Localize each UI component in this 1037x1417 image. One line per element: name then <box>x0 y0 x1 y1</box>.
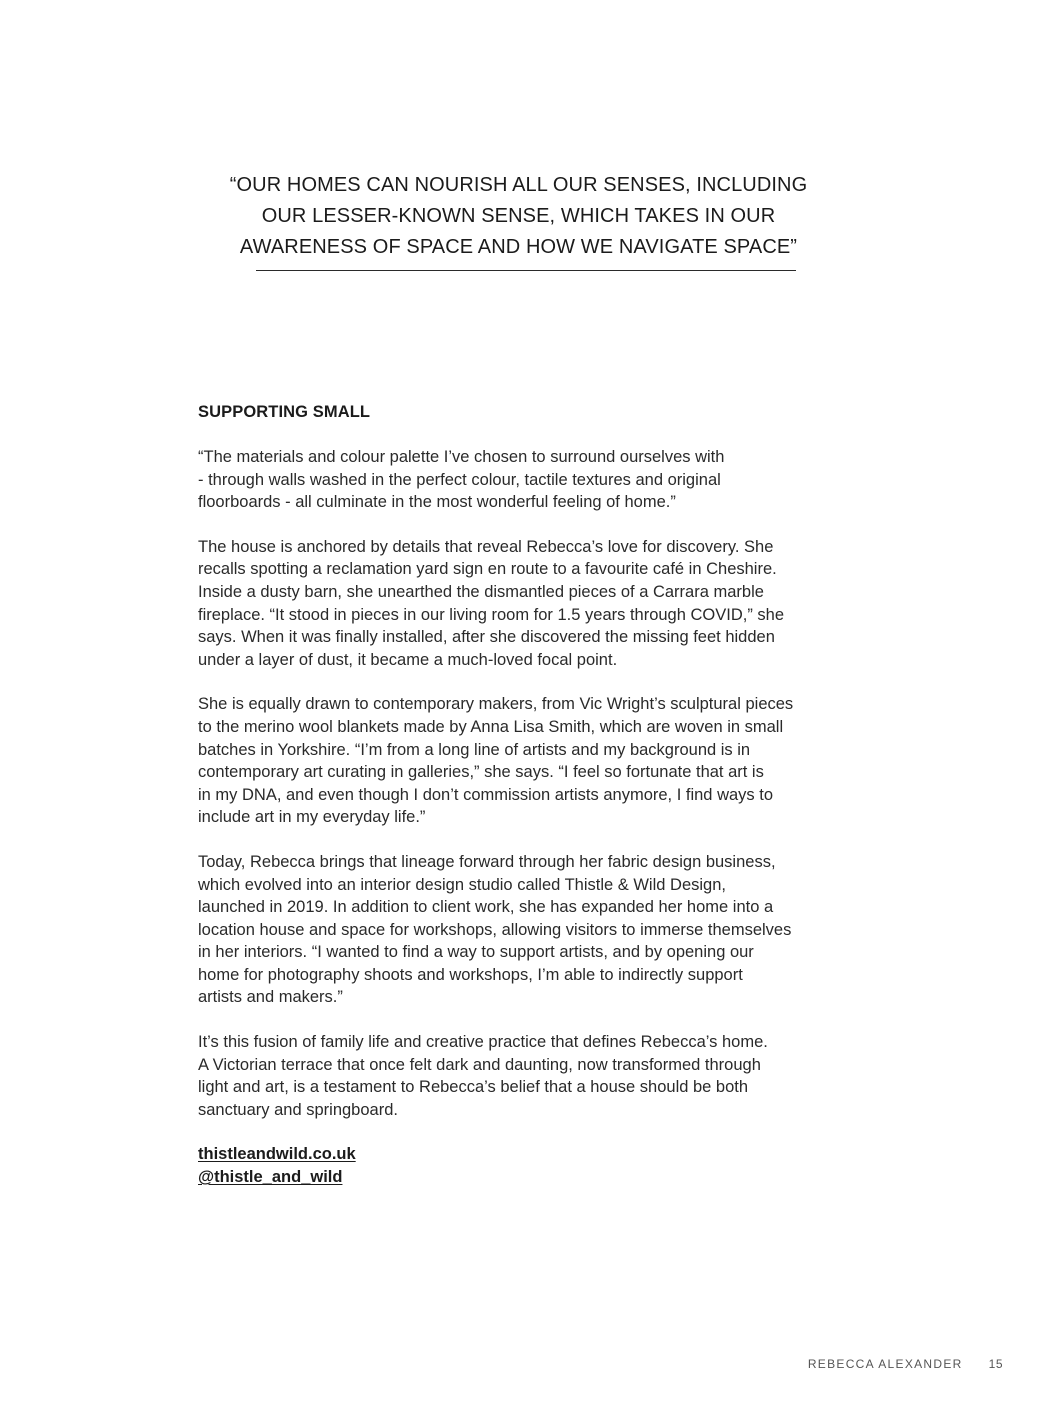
paragraph-conclusion <box>198 1031 858 1121</box>
footer-author: REBECCA ALEXANDER <box>807 1357 963 1371</box>
paragraph-quote <box>198 446 858 514</box>
paragraph-line: which evolved into an interior design studio called Thistle & Wild Design, <box>198 875 726 894</box>
paragraph-line: It’s this fusion of family life and creative practice that defines Rebecca’s home. <box>198 1033 768 1052</box>
paragraph-line: light and art, is a testament to Rebecca’s belief that a house should be both <box>198 1078 749 1097</box>
social-handle-link[interactable]: @thistle_and_wild <box>198 1168 343 1187</box>
paragraph-fireplace <box>198 536 858 672</box>
paragraph-line: Today, Rebecca brings that lineage forward through her fabric design business, <box>198 852 776 871</box>
paragraph-line: launched in 2019. In addition to client work, she has expanded her home into a <box>198 898 774 917</box>
paragraph-line: The house is anchored by details that reveal Rebecca’s love for discovery. She <box>198 537 774 556</box>
paragraph-line: home for photography shoots and workshops, I’m able to indirectly support <box>198 965 743 984</box>
paragraph-makers <box>198 693 858 829</box>
paragraph-line: floorboards - all culminate in the most wonderful feeling of home.” <box>198 493 676 512</box>
paragraph-line: recalls spotting a reclamation yard sign en route to a favourite café in Cheshire. <box>198 560 777 579</box>
paragraph-line: batches in Yorkshire. “I’m from a long line of artists and my background is in <box>198 740 751 759</box>
pull-quote-line: OUR LESSER-KNOWN SENSE, WHICH TAKES IN OUR <box>261 205 776 227</box>
pull-quote-line: “OUR HOMES CAN NOURISH ALL OUR SENSES, INCLUDING <box>229 174 808 196</box>
section-heading: SUPPORTING SMALL <box>198 403 371 421</box>
pull-quote-divider <box>256 270 796 271</box>
contact-links <box>198 1143 858 1188</box>
pull-quote <box>200 170 837 263</box>
paragraph-line: fireplace. “It stood in pieces in our living room for 1.5 years through COVID,” she <box>198 605 785 624</box>
paragraph-line: A Victorian terrace that once felt dark and daunting, now transformed through <box>198 1055 761 1074</box>
pull-quote-line: AWARENESS OF SPACE AND HOW WE NAVIGATE SPACE” <box>239 236 798 258</box>
paragraph-line: “The materials and colour palette I’ve chosen to surround ourselves with <box>198 448 725 466</box>
website-link[interactable]: thistleandwild.co.uk <box>198 1145 356 1164</box>
paragraph-line: in her interiors. “I wanted to find a way to support artists, and by opening our <box>198 943 754 962</box>
paragraph-line: says. When it was finally installed, after she discovered the missing feet hidden <box>198 628 775 647</box>
paragraph-line: sanctuary and springboard. <box>198 1100 398 1119</box>
page-footer <box>808 1357 1003 1371</box>
paragraph-line: to the merino wool blankets made by Anna Lisa Smith, which are woven in small <box>198 717 784 736</box>
paragraph-line: location house and space for workshops, allowing visitors to immerse themselves <box>198 920 792 939</box>
page-number: 15 <box>988 1357 1003 1371</box>
paragraph-line: in my DNA, and even though I don’t commission artists anymore, I find ways to <box>198 785 774 804</box>
paragraph-line: artists and makers.” <box>198 988 343 1007</box>
paragraph-line: She is equally drawn to contemporary makers, from Vic Wright’s sculptural pieces <box>198 695 794 714</box>
paragraph-line: contemporary art curating in galleries,” she says. “I feel so fortunate that art is <box>198 763 764 782</box>
paragraph-line: - through walls washed in the perfect colour, tactile textures and original <box>198 470 721 489</box>
article-body <box>198 401 858 1189</box>
paragraph-business <box>198 851 858 1009</box>
paragraph-line: include art in my everyday life.” <box>198 808 426 827</box>
paragraph-line: under a layer of dust, it became a much-loved focal point. <box>198 650 618 669</box>
paragraph-line: Inside a dusty barn, she unearthed the dismantled pieces of a Carrara marble <box>198 582 764 601</box>
